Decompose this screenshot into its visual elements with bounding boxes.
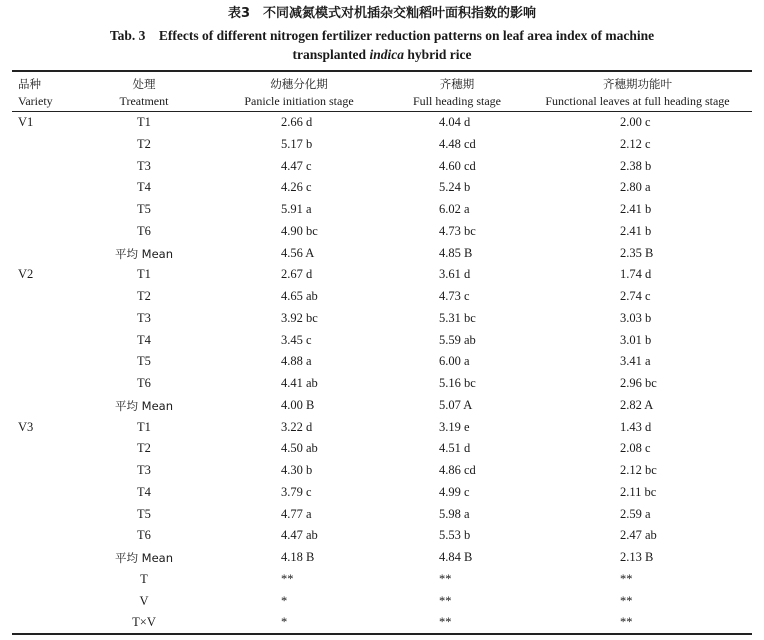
cell-functional-leaves: 3.01 b (620, 332, 652, 347)
table-caption-en-line2 (0, 47, 764, 63)
table-row (0, 221, 764, 243)
cell-treatment: T3 (137, 158, 151, 173)
cell-functional-leaves: 2.47 ab (620, 528, 657, 543)
cell-treatment: T6 (137, 223, 151, 238)
caption-italic: indica (369, 47, 404, 62)
cell-full-heading: 4.73 c (439, 289, 470, 303)
cell-panicle-initiation: 5.17 b (281, 136, 313, 151)
table-row (0, 591, 764, 613)
cell-full-heading: 4.84 B (439, 550, 473, 564)
cell-functional-leaves: 2.80 a (620, 180, 651, 195)
cell-full-heading: 4.51 d (439, 441, 471, 456)
cell-functional-leaves: ** (620, 593, 633, 608)
cell-treatment: T2 (137, 289, 151, 303)
cell-treatment: T3 (137, 310, 151, 325)
cell-panicle-initiation: 2.67 d (281, 267, 313, 282)
cell-full-heading: ** (439, 615, 452, 630)
cell-functional-leaves: 2.41 b (620, 223, 652, 238)
cell-treatment: T4 (137, 180, 151, 195)
cell-panicle-initiation: 4.41 ab (281, 376, 318, 390)
table-row (0, 156, 764, 178)
header-col2-en: Full heading stage (413, 94, 501, 108)
cell-panicle-initiation: * (281, 593, 288, 608)
cell-full-heading: 5.98 a (439, 506, 470, 521)
table-bottom-rule (12, 633, 752, 635)
cell-panicle-initiation: 3.45 c (281, 332, 312, 347)
cell-panicle-initiation: * (281, 615, 288, 630)
cell-functional-leaves: 3.41 a (620, 354, 651, 369)
cell-panicle-initiation: 4.30 b (281, 463, 313, 477)
cell-treatment: T2 (137, 441, 151, 456)
cell-treatment: T5 (137, 202, 151, 216)
table-row (0, 438, 764, 460)
cell-treatment: T×V (132, 615, 156, 630)
cell-variety: V3 (18, 419, 34, 434)
table-row (0, 308, 764, 330)
cell-panicle-initiation: 4.90 bc (281, 223, 318, 238)
cell-variety: V1 (18, 115, 34, 129)
table-row (0, 569, 764, 591)
cell-functional-leaves: 2.13 B (620, 550, 654, 564)
header-variety-zh: 品种 (18, 77, 41, 91)
cell-functional-leaves: 2.35 B (620, 245, 654, 260)
cell-treatment: T4 (137, 332, 151, 347)
cell-full-heading: 6.00 a (439, 354, 470, 369)
cell-full-heading: 5.16 bc (439, 376, 476, 390)
caption-part-a: transplanted (292, 47, 370, 62)
table-row (0, 112, 764, 134)
cell-full-heading: 3.61 d (439, 267, 471, 282)
cell-treatment: 平均 Mean (115, 246, 173, 261)
header-panicle-initiation (232, 76, 366, 110)
header-col3-en: Functional leaves at full heading stage (545, 94, 730, 108)
cell-full-heading: 4.86 cd (439, 463, 476, 477)
cell-treatment: T6 (137, 376, 151, 390)
header-col2-zh: 齐穗期 (439, 77, 475, 91)
cell-functional-leaves: 2.74 c (620, 289, 651, 303)
cell-full-heading: 5.24 b (439, 180, 471, 195)
cell-functional-leaves: 2.00 c (620, 115, 651, 129)
cell-full-heading: 4.99 c (439, 484, 470, 499)
cell-full-heading: 5.07 A (439, 397, 473, 412)
cell-treatment: 平均 Mean (115, 551, 173, 565)
table-row (0, 264, 764, 286)
cell-treatment: T1 (137, 267, 151, 282)
table-row (0, 612, 764, 634)
cell-full-heading: 5.53 b (439, 528, 471, 543)
cell-functional-leaves: 1.74 d (620, 267, 652, 282)
header-treatment (106, 76, 182, 110)
header-col1-en: Panicle initiation stage (244, 94, 354, 108)
cell-treatment: T (140, 571, 148, 586)
cell-treatment: V (139, 593, 149, 608)
cell-panicle-initiation: 4.50 ab (281, 441, 318, 456)
cell-full-heading: 5.59 ab (439, 332, 476, 347)
cell-functional-leaves: 2.38 b (620, 158, 652, 173)
table-row (0, 460, 764, 482)
header-treatment-en: Treatment (119, 94, 169, 108)
table-row (0, 373, 764, 395)
cell-treatment: 平均 Mean (115, 398, 173, 413)
caption-part-b: hybrid rice (403, 47, 472, 62)
cell-functional-leaves: 2.12 bc (620, 463, 657, 477)
cell-treatment: T2 (137, 136, 151, 151)
cell-functional-leaves: 2.82 A (620, 397, 654, 412)
header-full-heading (402, 76, 512, 110)
cell-full-heading: 4.73 bc (439, 223, 476, 238)
cell-treatment: T3 (137, 463, 151, 477)
table-top-rule (12, 70, 752, 72)
table-row (0, 177, 764, 199)
cell-functional-leaves: 1.43 d (620, 419, 652, 434)
cell-functional-leaves: ** (620, 615, 633, 630)
cell-panicle-initiation: 4.47 ab (281, 528, 318, 543)
table-row (0, 482, 764, 504)
cell-functional-leaves: 2.08 c (620, 441, 651, 456)
header-col3-zh: 齐穗期功能叶 (603, 77, 672, 91)
cell-functional-leaves: 2.41 b (620, 202, 652, 216)
cell-functional-leaves: 2.12 c (620, 136, 651, 151)
cell-panicle-initiation: 3.22 d (281, 419, 313, 434)
cell-treatment: T5 (137, 354, 151, 369)
table-row (0, 417, 764, 439)
cell-panicle-initiation: 4.47 c (281, 158, 312, 173)
cell-full-heading: 4.48 cd (439, 136, 476, 151)
cell-full-heading: 5.31 bc (439, 310, 476, 325)
cell-full-heading: ** (439, 571, 452, 586)
cell-functional-leaves: 2.59 a (620, 506, 651, 521)
cell-panicle-initiation: 4.26 c (281, 180, 312, 195)
cell-functional-leaves: 2.96 bc (620, 376, 657, 390)
cell-full-heading: 3.19 e (439, 419, 470, 434)
cell-panicle-initiation: ** (281, 571, 294, 586)
cell-panicle-initiation: 4.18 B (281, 550, 315, 564)
cell-treatment: T5 (137, 506, 151, 521)
cell-panicle-initiation: 4.65 ab (281, 289, 318, 303)
cell-panicle-initiation: 2.66 d (281, 115, 313, 129)
cell-functional-leaves: 3.03 b (620, 310, 652, 325)
table-row (0, 199, 764, 221)
cell-functional-leaves: 2.11 bc (620, 484, 657, 499)
header-variety (18, 76, 53, 110)
table-row (0, 525, 764, 547)
cell-treatment: T4 (137, 484, 151, 499)
table-row (0, 243, 764, 265)
cell-panicle-initiation: 4.77 a (281, 506, 312, 521)
cell-treatment: T6 (137, 528, 151, 543)
cell-full-heading: 4.04 d (439, 115, 471, 129)
table-row (0, 547, 764, 569)
header-functional-leaves (535, 76, 740, 110)
cell-variety: V2 (18, 267, 34, 282)
table-row (0, 504, 764, 526)
cell-full-heading: ** (439, 593, 452, 608)
cell-panicle-initiation: 3.79 c (281, 484, 312, 499)
cell-full-heading: 4.85 B (439, 245, 473, 260)
table-caption-zh: 表3 不同减氮模式对机插杂交籼稻叶面积指数的影响 (227, 6, 537, 21)
header-treatment-zh: 处理 (132, 77, 156, 91)
cell-panicle-initiation: 4.88 a (281, 354, 312, 369)
table-row (0, 134, 764, 156)
cell-treatment: T1 (137, 115, 151, 129)
cell-panicle-initiation: 4.00 B (281, 397, 315, 412)
cell-panicle-initiation: 4.56 A (281, 245, 315, 260)
cell-full-heading: 4.60 cd (439, 158, 476, 173)
cell-functional-leaves: ** (620, 571, 633, 586)
table-row (0, 395, 764, 417)
cell-panicle-initiation: 5.91 a (281, 202, 312, 216)
table-caption-en-line1: Tab. 3 Effects of different nitrogen fertilizer reduction patterns on leaf area index of machine (109, 28, 655, 43)
table-row (0, 330, 764, 352)
table-row (0, 286, 764, 308)
table-row (0, 351, 764, 373)
header-col1-zh: 幼穗分化期 (270, 77, 328, 91)
header-variety-en: Variety (18, 94, 53, 108)
cell-full-heading: 6.02 a (439, 202, 470, 216)
cell-panicle-initiation: 3.92 bc (281, 310, 318, 325)
cell-treatment: T1 (137, 419, 151, 434)
